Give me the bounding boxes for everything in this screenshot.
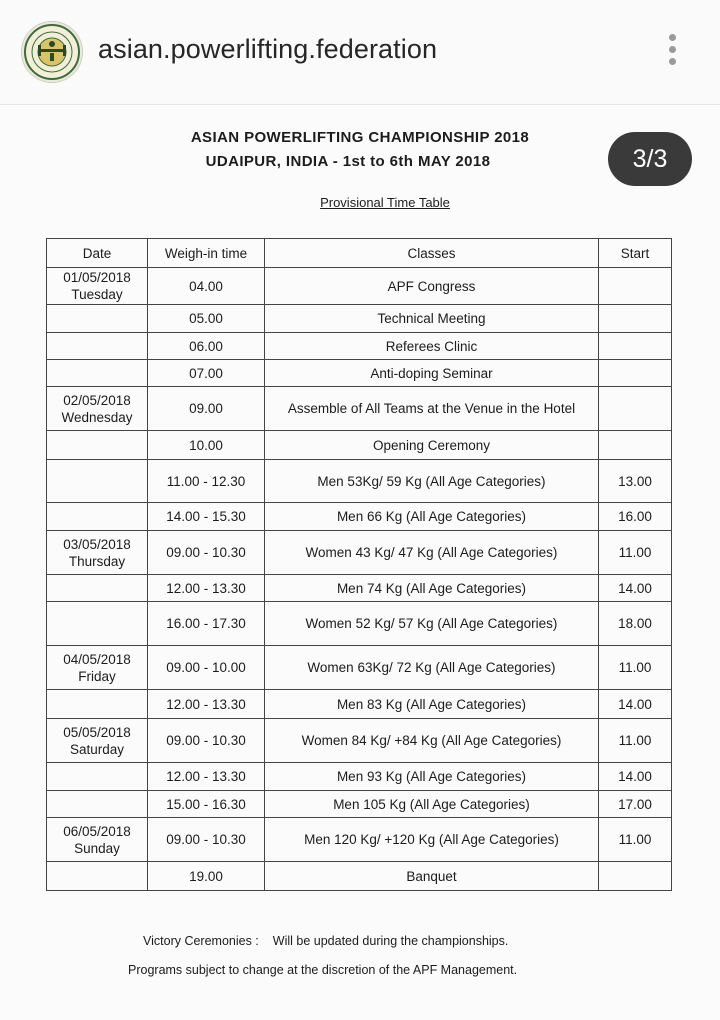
cell-date: [47, 333, 148, 360]
cell-start: [599, 862, 672, 891]
cell-date: [47, 719, 148, 763]
cell-start: [599, 268, 672, 305]
cell-classes: Women 52 Kg/ 57 Kg (All Age Categories): [265, 602, 599, 646]
cell-weighin: 15.00 - 16.30: [148, 791, 265, 818]
cell-date: [47, 690, 148, 719]
cell-start: 16.00: [599, 503, 672, 531]
cell-start: [599, 387, 672, 431]
timetable: [46, 238, 672, 891]
cell-weighin: 12.00 - 13.30: [148, 690, 265, 719]
table-row: [47, 503, 672, 531]
table-row: [47, 531, 672, 575]
header-weighin: Weigh-in time: [148, 239, 265, 268]
cell-date-value: 04/05/2018: [63, 651, 131, 667]
victory-note: [143, 934, 508, 948]
table-row: [47, 387, 672, 431]
cell-date: [47, 862, 148, 891]
cell-classes: Technical Meeting: [265, 305, 599, 333]
doc-title-location: UDAIPUR, INDIA - 1st to 6th MAY 2018: [205, 153, 491, 170]
table-row: [47, 763, 672, 791]
doc-subtitle: Provisional Time Table: [320, 195, 450, 210]
table-row: [47, 862, 672, 891]
table-row: [47, 431, 672, 460]
cell-weighin: 16.00 - 17.30: [148, 602, 265, 646]
cell-start: 14.00: [599, 690, 672, 719]
cell-start: [599, 333, 672, 360]
doc-title: ASIAN POWERLIFTING CHAMPIONSHIP 2018: [190, 129, 530, 146]
cell-weighin: 09.00: [148, 387, 265, 431]
cell-start: 18.00: [599, 602, 672, 646]
cell-weighin: 12.00 - 13.30: [148, 763, 265, 791]
cell-weighin: 04.00: [148, 268, 265, 305]
cell-weighin: 09.00 - 10.30: [148, 818, 265, 862]
cell-classes: Men 83 Kg (All Age Categories): [265, 690, 599, 719]
cell-date: [47, 268, 148, 305]
more-dot: [669, 46, 676, 53]
table-row: [47, 818, 672, 862]
more-vertical-icon[interactable]: [660, 34, 684, 74]
cell-classes: Women 63Kg/ 72 Kg (All Age Categories): [265, 646, 599, 690]
post-header: [0, 0, 720, 105]
table-row: [47, 460, 672, 503]
table-header-row: [47, 239, 672, 268]
cell-classes: Men 66 Kg (All Age Categories): [265, 503, 599, 531]
more-dot: [669, 34, 676, 41]
cell-date: [47, 503, 148, 531]
cell-start: 11.00: [599, 818, 672, 862]
table-row: [47, 360, 672, 387]
cell-start: 11.00: [599, 531, 672, 575]
cell-day-value: Friday: [78, 668, 116, 684]
cell-weighin: 10.00: [148, 431, 265, 460]
table-row: [47, 602, 672, 646]
cell-date-value: 06/05/2018: [63, 823, 131, 839]
table-row: [47, 575, 672, 602]
cell-date: [47, 460, 148, 503]
cell-date: [47, 791, 148, 818]
disclaimer-note: Programs subject to change at the discretion of the APF Management.: [128, 963, 518, 977]
cell-date: [47, 431, 148, 460]
cell-weighin: 07.00: [148, 360, 265, 387]
cell-classes: Women 84 Kg/ +84 Kg (All Age Categories): [265, 719, 599, 763]
cell-start: 13.00: [599, 460, 672, 503]
cell-weighin: 05.00: [148, 305, 265, 333]
cell-day-value: Saturday: [69, 741, 125, 757]
cell-classes: Men 93 Kg (All Age Categories): [265, 763, 599, 791]
table-row: [47, 719, 672, 763]
victory-label: Victory Ceremonies :: [143, 934, 259, 948]
cell-day-value: Sunday: [74, 840, 120, 856]
table-row: [47, 268, 672, 305]
cell-date-value: 03/05/2018: [63, 536, 131, 552]
table-row: [47, 305, 672, 333]
cell-date: [47, 602, 148, 646]
cell-classes: Women 43 Kg/ 47 Kg (All Age Categories): [265, 531, 599, 575]
cell-date: [47, 575, 148, 602]
cell-date: [47, 763, 148, 791]
cell-date-value: 01/05/2018: [63, 270, 131, 285]
cell-start: 14.00: [599, 575, 672, 602]
cell-date: [47, 531, 148, 575]
cell-classes: APF Congress: [265, 268, 599, 305]
cell-date: [47, 646, 148, 690]
cell-weighin: 09.00 - 10.30: [148, 531, 265, 575]
table-row: [47, 333, 672, 360]
header-classes: Classes: [265, 239, 599, 268]
cell-day-value: Wednesday: [61, 409, 133, 425]
cell-weighin: 14.00 - 15.30: [148, 503, 265, 531]
table-row: [47, 791, 672, 818]
cell-classes: Men 74 Kg (All Age Categories): [265, 575, 599, 602]
cell-date: [47, 818, 148, 862]
cell-weighin: 09.00 - 10.30: [148, 719, 265, 763]
cell-weighin: 12.00 - 13.30: [148, 575, 265, 602]
cell-start: 11.00: [599, 719, 672, 763]
cell-start: 11.00: [599, 646, 672, 690]
cell-weighin: 11.00 - 12.30: [148, 460, 265, 503]
cell-start: [599, 431, 672, 460]
cell-date: [47, 387, 148, 431]
cell-start: 17.00: [599, 791, 672, 818]
cell-classes: Banquet: [265, 862, 599, 891]
cell-date: [47, 360, 148, 387]
cell-date: [47, 305, 148, 333]
table-row: [47, 690, 672, 719]
cell-start: 14.00: [599, 763, 672, 791]
cell-classes: Men 120 Kg/ +120 Kg (All Age Categories): [265, 818, 599, 862]
cell-start: [599, 305, 672, 333]
cell-day-value: Tuesday: [71, 287, 123, 302]
profile-avatar[interactable]: [21, 21, 83, 83]
header-date: Date: [47, 239, 148, 268]
post-image: [0, 105, 720, 1020]
header-start: Start: [599, 239, 672, 268]
cell-classes: Referees Clinic: [265, 333, 599, 360]
more-dot: [669, 58, 676, 65]
cell-classes: Men 105 Kg (All Age Categories): [265, 791, 599, 818]
cell-weighin: 09.00 - 10.00: [148, 646, 265, 690]
cell-start: [599, 360, 672, 387]
table-row: [47, 646, 672, 690]
cell-date-value: 02/05/2018: [63, 392, 131, 408]
cell-weighin: 06.00: [148, 333, 265, 360]
cell-classes: Assemble of All Teams at the Venue in the Hotel: [265, 387, 599, 431]
apf-logo-icon: [22, 22, 82, 82]
cell-day-value: Thursday: [68, 553, 126, 569]
timetable-body: [47, 268, 672, 891]
carousel-page-indicator: 3/3: [608, 132, 692, 186]
account-username[interactable]: asian.powerlifting.federation: [98, 34, 438, 64]
cell-date-value: 05/05/2018: [63, 724, 131, 740]
cell-weighin: 19.00: [148, 862, 265, 891]
cell-classes: Men 53Kg/ 59 Kg (All Age Categories): [265, 460, 599, 503]
victory-text: Will be updated during the championships.: [272, 934, 509, 948]
cell-classes: Opening Ceremony: [265, 431, 599, 460]
cell-classes: Anti-doping Seminar: [265, 360, 599, 387]
